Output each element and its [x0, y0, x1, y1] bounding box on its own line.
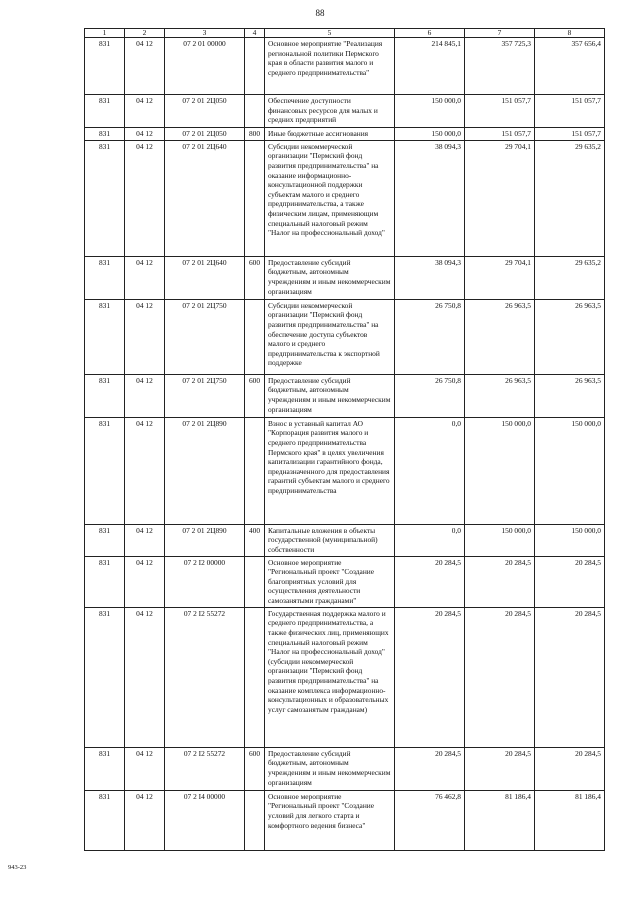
expense-type-cell: [245, 556, 265, 607]
section-code-cell: 04 12: [125, 38, 165, 95]
amount-cell: 357 656,4: [535, 38, 605, 95]
target-item-cell: 07 2 I2 55272: [165, 747, 245, 790]
admin-code-cell: 831: [85, 140, 125, 256]
table-row: [85, 607, 605, 747]
amount-cell: 26 750,8: [395, 374, 465, 417]
expense-type-cell: 600: [245, 256, 265, 299]
admin-code-cell: 831: [85, 256, 125, 299]
amount-cell: 29 635,2: [535, 140, 605, 256]
amount-cell: 29 704,1: [465, 140, 535, 256]
amount-cell: 29 704,1: [465, 256, 535, 299]
description-cell: Предоставление субсидий бюджетным, автономным учреждениям и иным некоммерческим организациям: [265, 374, 395, 417]
table-row: [85, 128, 605, 141]
target-item-cell: 07 2 01 00000: [165, 38, 245, 95]
amount-cell: 38 094,3: [395, 140, 465, 256]
amount-cell: 151 057,7: [535, 95, 605, 128]
document-code: 943-23: [8, 864, 27, 871]
amount-cell: 38 094,3: [395, 256, 465, 299]
description-cell: Основное мероприятие "Региональный проект "Создание условий для легкого старта и комфортного ведения бизнеса": [265, 790, 395, 850]
amount-cell: 76 462,8: [395, 790, 465, 850]
description-cell: Основное мероприятие "Реализация региональной политики Пермского края в области развития малого и среднего предпринимательства": [265, 38, 395, 95]
amount-cell: 150 000,0: [535, 524, 605, 556]
amount-cell: 20 284,5: [395, 747, 465, 790]
section-code-cell: 04 12: [125, 128, 165, 141]
section-code-cell: 04 12: [125, 95, 165, 128]
description-cell: Иные бюджетные ассигнования: [265, 128, 395, 141]
amount-cell: 29 635,2: [535, 256, 605, 299]
section-code-cell: 04 12: [125, 256, 165, 299]
expense-type-cell: [245, 95, 265, 128]
expense-type-cell: 600: [245, 374, 265, 417]
target-item-cell: 07 2 01 2Ц750: [165, 374, 245, 417]
amount-cell: 20 284,5: [465, 747, 535, 790]
amount-cell: 81 186,4: [535, 790, 605, 850]
amount-cell: 150 000,0: [465, 524, 535, 556]
header-cell: 5: [265, 29, 395, 38]
admin-code-cell: 831: [85, 38, 125, 95]
amount-cell: 20 284,5: [535, 607, 605, 747]
header-cell: 1: [85, 29, 125, 38]
target-item-cell: 07 2 01 2Ц050: [165, 95, 245, 128]
description-cell: Взнос в уставный капитал АО "Корпорация развития малого и среднего предпринимательства Пермского края" в целях увеличения капитализации гарантийного фонда, предназначенного для предоставления гарантий субъектам малого и среднего предпринимательства: [265, 417, 395, 524]
amount-cell: 20 284,5: [535, 747, 605, 790]
section-code-cell: 04 12: [125, 417, 165, 524]
amount-cell: 150 000,0: [535, 417, 605, 524]
target-item-cell: 07 2 01 2Ц890: [165, 524, 245, 556]
expense-type-cell: [245, 417, 265, 524]
admin-code-cell: 831: [85, 747, 125, 790]
description-cell: Основное мероприятие "Региональный проект "Создание благоприятных условий для осуществления деятельности самозанятыми гражданами": [265, 556, 395, 607]
target-item-cell: 07 2 I2 55272: [165, 607, 245, 747]
amount-cell: 26 963,5: [535, 299, 605, 374]
section-code-cell: 04 12: [125, 556, 165, 607]
section-code-cell: 04 12: [125, 747, 165, 790]
amount-cell: 26 963,5: [535, 374, 605, 417]
target-item-cell: 07 2 01 2Ц050: [165, 128, 245, 141]
section-code-cell: 04 12: [125, 374, 165, 417]
section-code-cell: 04 12: [125, 524, 165, 556]
description-cell: Субсидии некоммерческой организации "Пермский фонд развития предпринимательства" на обеспечение доступа субъектов малого и среднего предпринимательства к экспортной поддержке: [265, 299, 395, 374]
amount-cell: 0,0: [395, 417, 465, 524]
admin-code-cell: 831: [85, 95, 125, 128]
amount-cell: 150 000,0: [465, 417, 535, 524]
admin-code-cell: 831: [85, 128, 125, 141]
amount-cell: 20 284,5: [465, 556, 535, 607]
table-row: [85, 747, 605, 790]
amount-cell: 20 284,5: [395, 556, 465, 607]
target-item-cell: 07 2 01 2Ц640: [165, 256, 245, 299]
header-cell: 2: [125, 29, 165, 38]
amount-cell: 151 057,7: [535, 128, 605, 141]
description-cell: Субсидии некоммерческой организации "Пермский фонд развития предпринимательства" на оказание информационно-консультационной поддержки субъектам малого и среднего предпринимательства, а также физическим лицам, применяющим специальный налоговый режим "Налог на профессиональный доход": [265, 140, 395, 256]
description-cell: Капитальные вложения в объекты государственной (муниципальной) собственности: [265, 524, 395, 556]
table-header-row: [85, 29, 605, 38]
table-row: [85, 95, 605, 128]
amount-cell: 20 284,5: [395, 607, 465, 747]
expense-type-cell: 800: [245, 128, 265, 141]
description-cell: Предоставление субсидий бюджетным, автономным учреждениям и иным некоммерческим организациям: [265, 256, 395, 299]
admin-code-cell: 831: [85, 374, 125, 417]
admin-code-cell: 831: [85, 524, 125, 556]
amount-cell: 357 725,3: [465, 38, 535, 95]
table-row: [85, 556, 605, 607]
expense-type-cell: [245, 38, 265, 95]
description-cell: Обеспечение доступности финансовых ресурсов для малых и средних предприятий: [265, 95, 395, 128]
table-row: [85, 256, 605, 299]
table-row: [85, 140, 605, 256]
target-item-cell: 07 2 01 2Ц750: [165, 299, 245, 374]
budget-table: [84, 28, 605, 851]
expense-type-cell: [245, 607, 265, 747]
amount-cell: 20 284,5: [465, 607, 535, 747]
amount-cell: 26 963,5: [465, 299, 535, 374]
table-row: [85, 790, 605, 850]
header-cell: 7: [465, 29, 535, 38]
description-cell: Государственная поддержка малого и среднего предпринимательства, а также физических лиц, применяющих специальный налоговый режим "Налог на профессиональный доход" (субсидии некоммерческой организации "Пермский фонд развития предпринимательства" на оказание комплекса информационно-консультационных и образовательных услуг самозанятым гражданам): [265, 607, 395, 747]
admin-code-cell: 831: [85, 556, 125, 607]
admin-code-cell: 831: [85, 607, 125, 747]
table-row: [85, 417, 605, 524]
admin-code-cell: 831: [85, 299, 125, 374]
table-row: [85, 374, 605, 417]
section-code-cell: 04 12: [125, 299, 165, 374]
header-cell: 3: [165, 29, 245, 38]
amount-cell: 20 284,5: [535, 556, 605, 607]
expense-type-cell: 400: [245, 524, 265, 556]
amount-cell: 214 845,1: [395, 38, 465, 95]
admin-code-cell: 831: [85, 790, 125, 850]
description-cell: Предоставление субсидий бюджетным, автономным учреждениям и иным некоммерческим организациям: [265, 747, 395, 790]
admin-code-cell: 831: [85, 417, 125, 524]
header-cell: 6: [395, 29, 465, 38]
section-code-cell: 04 12: [125, 607, 165, 747]
table-row: [85, 299, 605, 374]
section-code-cell: 04 12: [125, 140, 165, 256]
table-row: [85, 38, 605, 95]
amount-cell: 150 000,0: [395, 95, 465, 128]
header-cell: 4: [245, 29, 265, 38]
expense-type-cell: [245, 299, 265, 374]
page-number: 88: [315, 8, 325, 18]
target-item-cell: 07 2 01 2Ц890: [165, 417, 245, 524]
amount-cell: 26 750,8: [395, 299, 465, 374]
expense-type-cell: 600: [245, 747, 265, 790]
expense-type-cell: [245, 140, 265, 256]
target-item-cell: 07 2 I2 00000: [165, 556, 245, 607]
amount-cell: 0,0: [395, 524, 465, 556]
amount-cell: 150 000,0: [395, 128, 465, 141]
target-item-cell: 07 2 01 2Ц640: [165, 140, 245, 256]
target-item-cell: 07 2 I4 00000: [165, 790, 245, 850]
section-code-cell: 04 12: [125, 790, 165, 850]
header-cell: 8: [535, 29, 605, 38]
amount-cell: 26 963,5: [465, 374, 535, 417]
table-row: [85, 524, 605, 556]
amount-cell: 151 057,7: [465, 95, 535, 128]
amount-cell: 81 186,4: [465, 790, 535, 850]
expense-type-cell: [245, 790, 265, 850]
amount-cell: 151 057,7: [465, 128, 535, 141]
